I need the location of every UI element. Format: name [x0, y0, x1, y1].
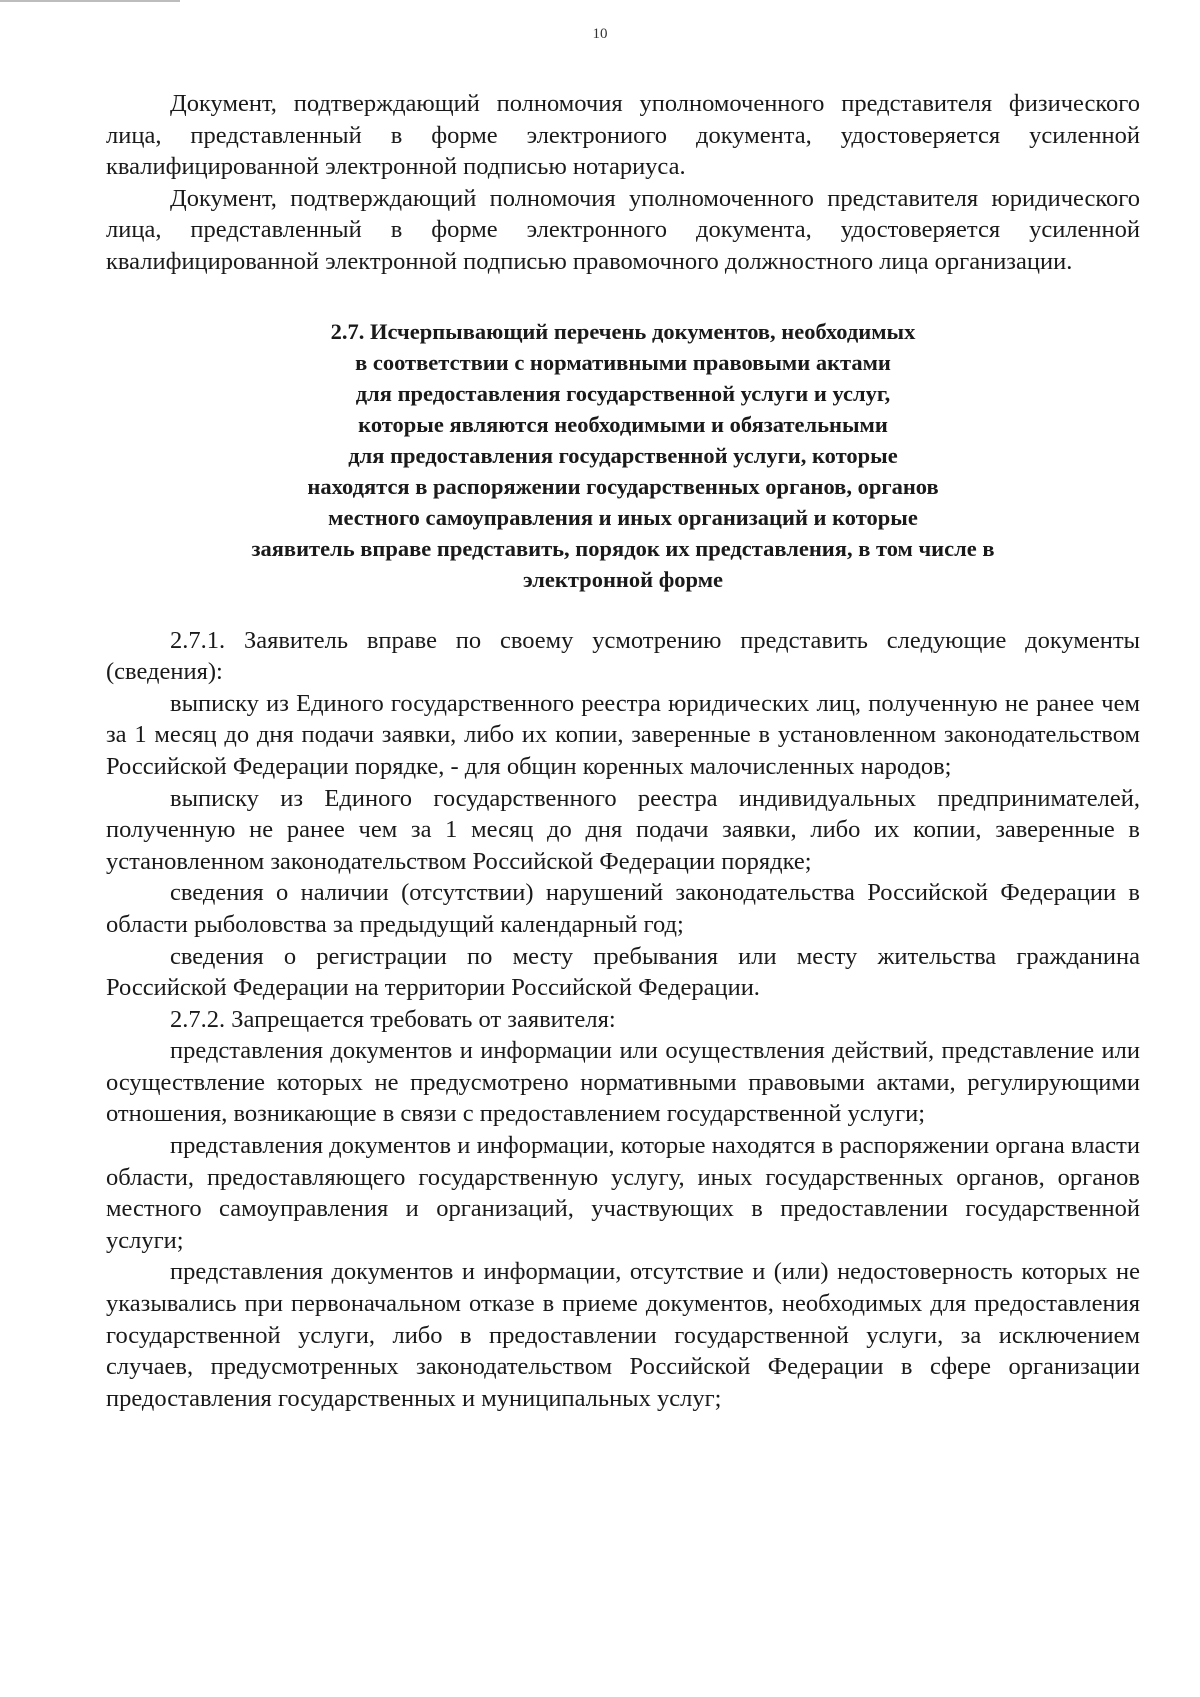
subsection-2-7-1-intro: 2.7.1. Заявитель вправе по своему усмотрению представить следующие документы (сведения):: [106, 626, 1140, 686]
list-item-egrip-extract: выписку из Единого государственного реестра индивидуальных предпринимателей, полученную не ранее чем за 1 месяц до дня подачи заявки, либо их копии, заверенные в установленном законодательством Российской Федерации порядке;: [106, 784, 1140, 875]
list-item-registration-info: сведения о регистрации по месту пребывания или месту жительства гражданина Российской Федерации на территории Российской Федерации.: [106, 942, 1140, 1002]
page-number: 10: [592, 26, 608, 42]
document-body: [106, 88, 1140, 1414]
prohibition-item: представления документов и информации или осуществления действий, представление или осуществление которых не предусмотрено нормативными правовыми актами, регулирующими отношения, возникающие в связи с предоставлением государственной услуги;: [106, 1037, 1140, 1128]
heading-line: в соответствии с нормативными правовыми актами: [355, 349, 891, 375]
heading-line: для предоставления государственной услуги, которые: [348, 442, 898, 468]
heading-line: заявитель вправе представить, порядок их представления, в том числе в: [251, 535, 995, 561]
heading-line: местного самоуправления и иных организаций и которые: [328, 504, 918, 530]
scan-edge-mark: [0, 0, 180, 2]
heading-line: которые являются необходимыми и обязательными: [358, 411, 888, 437]
heading-line: 2.7. Исчерпывающий перечень документов, необходимых: [330, 318, 916, 344]
intro-paragraph: Документ, подтверждающий полномочия уполномоченного представителя юридического лица, представленный в форме электронного документа, удостоверяется усиленной квалифицированной электронной подписью правомочного должностного лица организации.: [106, 184, 1140, 275]
list-item-fishing-violations: сведения о наличии (отсутствии) нарушений законодательства Российской Федерации в области рыболовства за предыдущий календарный год;: [106, 879, 1140, 938]
prohibition-item: представления документов и информации, отсутствие и (или) недостоверность которых не указывались при первоначальном отказе в приеме документов, необходимых для предоставления государственной услуги, либо в предоставлении государственной услуги, за исключением случаев, предусмотренных законодательством Российской Федерации в сфере организации предоставления государственных и муниципальных услуг;: [106, 1258, 1140, 1412]
heading-line: находятся в распоряжении государственных органов, органов: [307, 473, 939, 499]
subsection-2-7-2-intro: 2.7.2. Запрещается требовать от заявителя:: [170, 1005, 616, 1033]
section-heading: [106, 316, 1140, 595]
prohibition-item: представления документов и информации, которые находятся в распоряжении органа власти области, предоставляющего государственную услугу, иных государственных органов, органов местного самоуправления и организаций, участвующих в предоставлении государственной услуги;: [106, 1132, 1140, 1254]
intro-paragraph: Документ, подтверждающий полномочия уполномоченного представителя физического лица, представленный в форме электрониого документа, удостоверяется усиленной квалифицированной электронной подписью нотариуса.: [106, 90, 1140, 181]
heading-line: электронной форме: [522, 566, 724, 592]
heading-line: для предоставления государственной услуги и услуг,: [355, 380, 891, 406]
list-item-egrul-extract: выписку из Единого государственного реестра юридических лиц, полученную не ранее чем за 1 месяц до дня подачи заявки, либо их копии, заверенные в установленном законодательством Российской Федерации порядке, - для общин коренных малочисленных народов;: [106, 689, 1140, 780]
